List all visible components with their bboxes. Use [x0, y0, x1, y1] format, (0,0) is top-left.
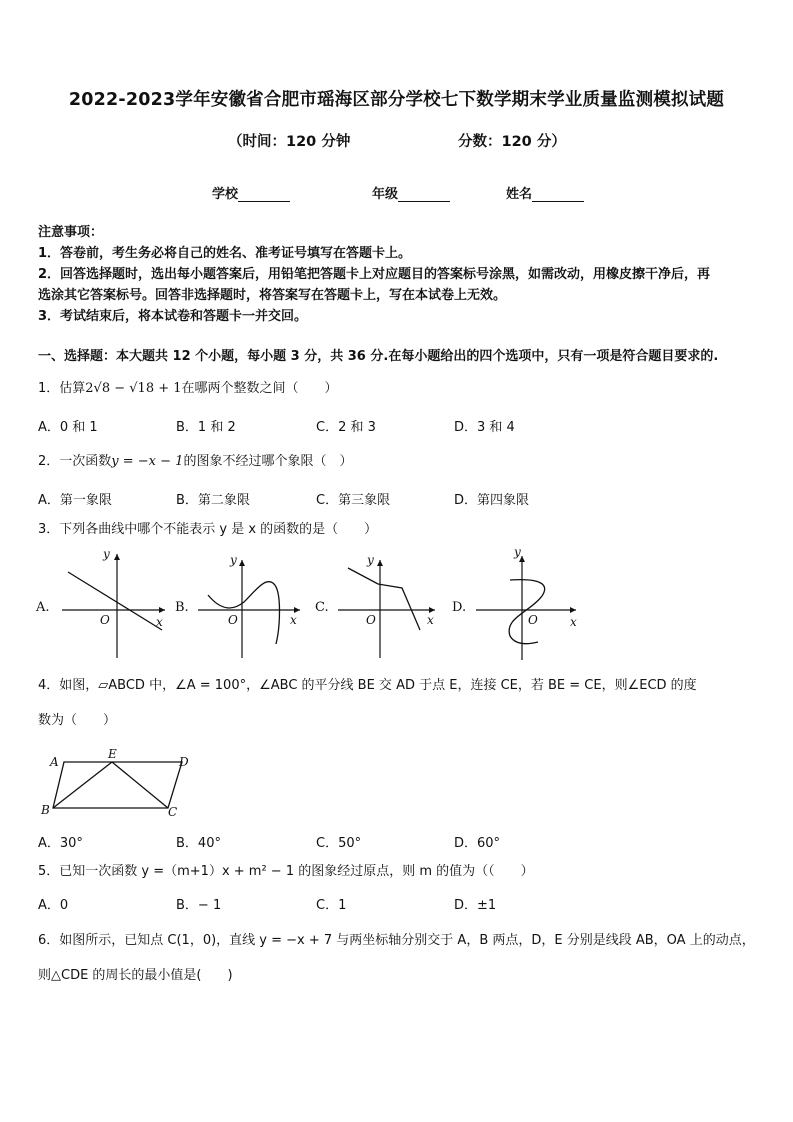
q3-graph-c	[338, 553, 435, 658]
q5-option-b: B．− 1	[176, 898, 222, 913]
q5-option-c: C．1	[316, 898, 347, 913]
q2-option-c: C．第三象限	[316, 493, 391, 508]
q1-expression: 2√8 − √18 + 1	[85, 381, 182, 396]
question-1-stem	[38, 379, 338, 399]
question-4-stem-line1: 4．如图，▱ABCD 中，∠A = 100°，∠ABC 的平分线 BE 交 AD 于点 E，连接 CE，若 BE = CE，则∠ECD 的度	[38, 678, 697, 693]
y-axis-arrow-icon	[114, 554, 120, 560]
q2-option-a: A．第一象限	[38, 493, 112, 508]
q4-parallelogram-figure	[38, 744, 208, 824]
q1-option-d: D．3 和 4	[454, 420, 515, 435]
question-4-stem-line2: 数为（ ）	[38, 713, 117, 728]
x-label: x	[427, 613, 434, 627]
q5-option-a: A．0	[38, 898, 69, 913]
school-label: 学校	[212, 187, 239, 202]
question-6-stem-line2: 则△CDE 的周长的最小值是( )	[38, 968, 233, 983]
section-heading: 一、选择题：本大题共 12 个小题，每小题 3 分，共 36 分.在每小题给出的四个选项中，只有一项是符合题目要求的.	[38, 349, 719, 364]
y-label: y	[103, 547, 110, 561]
y-label: y	[367, 553, 374, 567]
x-label: x	[156, 615, 163, 629]
question-6-stem-line1: 6．如图所示，已知点 C(1，0)，直线 y = −x + 7 与两坐标轴分别交于 A，B 两点，D，E 分别是线段 AB，OA 上的动点，	[38, 933, 755, 948]
q3-graph-b	[198, 553, 300, 658]
curve-a	[68, 572, 162, 630]
q3-graph-label-a: A.	[36, 600, 50, 615]
y-label: y	[230, 553, 237, 567]
q1-option-a: A．0 和 1	[38, 420, 98, 435]
vertex-d-label: D	[179, 755, 189, 769]
q3-graph-a	[62, 547, 165, 658]
curve-c	[348, 568, 420, 630]
note-item: 1．答卷前，考生务必将自己的姓名、准考证号填写在答题卡上。	[38, 246, 412, 261]
x-axis-arrow-icon	[570, 607, 576, 613]
q2-option-b: B．第二象限	[176, 493, 250, 508]
vertex-e-label: E	[108, 747, 117, 761]
q3-graphs	[30, 540, 770, 665]
parallelogram-abcd	[53, 762, 182, 808]
question-3-stem: 3．下列各曲线中哪个不能表示 y 是 x 的函数的是（ ）	[38, 522, 378, 537]
exam-time: （时间：120 分钟	[228, 134, 351, 150]
grade-field	[372, 183, 450, 202]
q5-option-d: D．±1	[454, 898, 497, 913]
q1-prefix: 1．估算	[38, 381, 86, 396]
segment-ce	[112, 762, 168, 808]
q4-option-d: D．60°	[454, 836, 501, 851]
school-field	[212, 183, 290, 202]
grade-blank	[398, 187, 450, 202]
y-axis-arrow-icon	[377, 560, 383, 566]
q2-prefix: 2．一次函数	[38, 454, 112, 469]
q4-option-c: C．50°	[316, 836, 362, 851]
name-blank	[532, 187, 584, 202]
q3-graph-label-d: D.	[452, 600, 467, 615]
question-2-stem	[38, 452, 352, 472]
curve-d	[509, 580, 545, 644]
origin-label: O	[528, 613, 538, 627]
grade-label: 年级	[372, 187, 399, 202]
x-label: x	[290, 613, 297, 627]
q1-suffix: 在哪两个整数之间（ ）	[181, 381, 338, 396]
exam-score: 分数：120 分）	[458, 134, 566, 150]
name-label: 姓名	[506, 187, 533, 202]
q1-option-b: B．1 和 2	[176, 420, 236, 435]
note-item: 3．考试结束后，将本试卷和答题卡一并交回。	[38, 309, 308, 324]
y-label: y	[514, 545, 521, 559]
q3-graph-label-c: C.	[315, 600, 329, 615]
q3-graph-d	[476, 545, 577, 660]
vertex-c-label: C	[168, 805, 178, 819]
vertex-a-label: A	[50, 755, 59, 769]
q2-expression: y = −x − 1	[111, 454, 184, 469]
q2-option-d: D．第四象限	[454, 493, 530, 508]
origin-label: O	[366, 613, 376, 627]
q1-option-c: C．2 和 3	[316, 420, 376, 435]
notes-heading: 注意事项：	[38, 225, 104, 240]
question-5-stem: 5．已知一次函数 y =（m+1）x + m² − 1 的图象经过原点，则 m 的值为（（ ）	[38, 864, 534, 879]
name-field	[506, 183, 584, 202]
q4-option-b: B．40°	[176, 836, 221, 851]
note-item: 2．回答选择题时，选出每小题答案后，用铅笔把答题卡上对应题目的答案标号涂黑，如需改动，用橡皮擦干净后，再	[38, 267, 711, 282]
vertex-b-label: B	[41, 803, 50, 817]
x-axis-arrow-icon	[159, 607, 165, 613]
q3-graph-label-b: B.	[175, 600, 189, 615]
y-axis-arrow-icon	[239, 560, 245, 566]
q2-suffix: 的图象不经过哪个象限（ ）	[183, 454, 353, 469]
page-title: 2022-2023学年安徽省合肥市瑶海区部分学校七下数学期末学业质量监测模拟试题	[68, 90, 725, 110]
origin-label: O	[228, 613, 238, 627]
curve-b	[208, 582, 280, 644]
note-item: 选涂其它答案标号。回答非选择题时，将答案写在答题卡上，写在本试卷上无效。	[38, 288, 507, 303]
x-label: x	[570, 615, 577, 629]
school-blank	[238, 187, 290, 202]
origin-label: O	[100, 613, 110, 627]
q4-option-a: A．30°	[38, 836, 83, 851]
